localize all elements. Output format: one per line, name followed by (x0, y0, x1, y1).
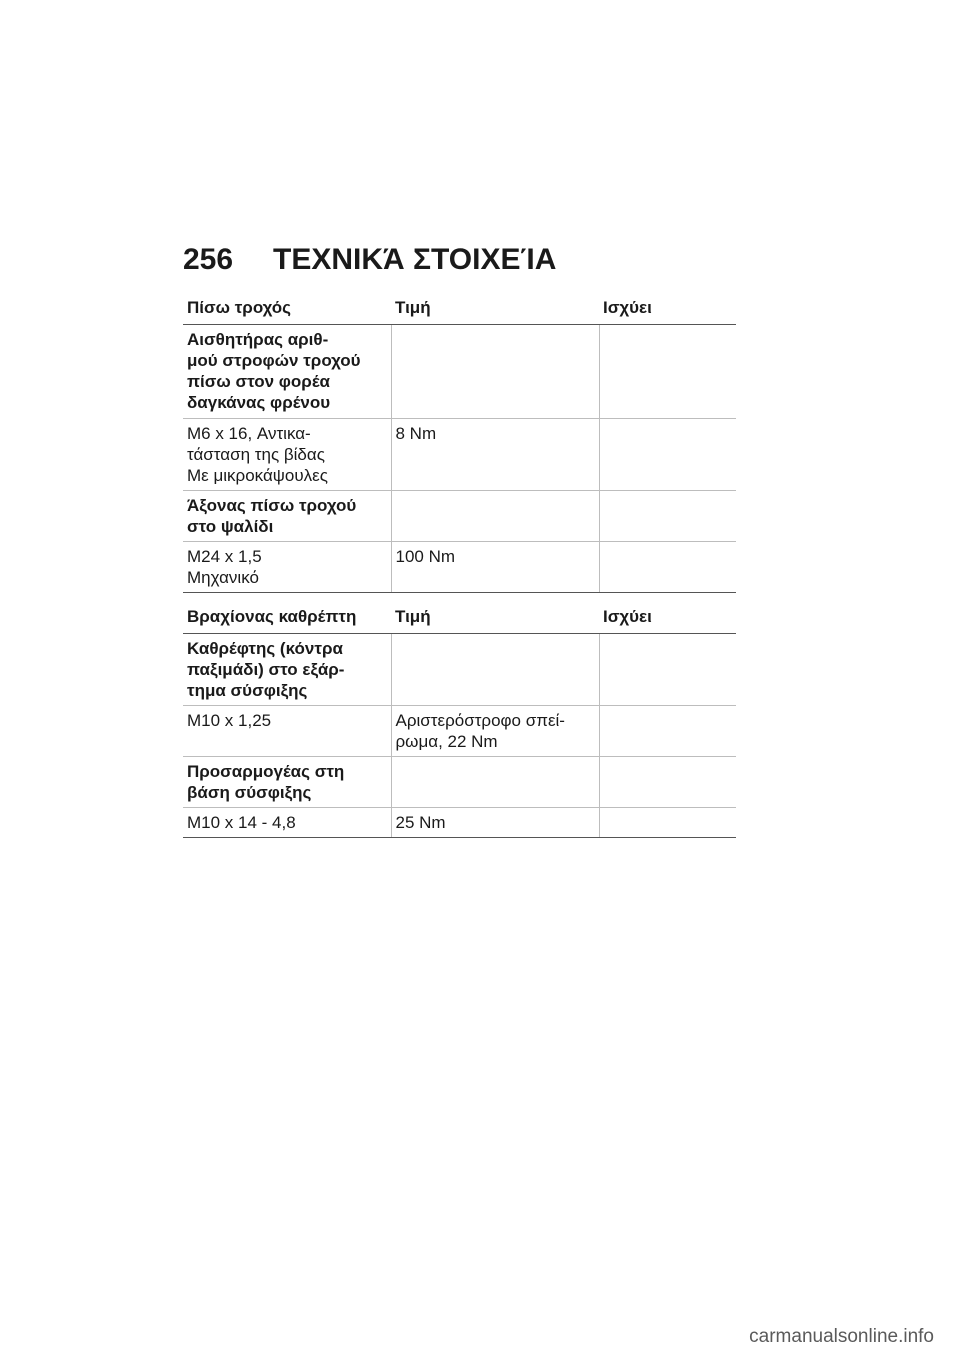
table-cell (599, 542, 736, 593)
table-row (183, 419, 736, 491)
watermark-text: carmanualsonline.info (749, 1326, 934, 1347)
table-cell: M10 x 1,25 (183, 706, 391, 757)
table-row (183, 706, 736, 757)
table-row (183, 325, 736, 419)
table-row (183, 757, 736, 808)
table-cell: 8 Nm (391, 419, 599, 491)
table-row (183, 808, 736, 838)
table-cell: M6 x 16, Αντικα- τάσταση της βίδας Με μικροκάψουλες (183, 419, 391, 491)
page-title: ΤΕΧΝΙΚΆ ΣΤΟΙΧΕΊΑ (273, 243, 557, 276)
table-row (183, 491, 736, 542)
table-cell (599, 706, 736, 757)
table-cell (391, 634, 599, 706)
table-row (183, 634, 736, 706)
table-cell: Αριστερόστροφο σπεί- ρωμα, 22 Nm (391, 706, 599, 757)
table-cell: 25 Nm (391, 808, 599, 838)
table-cell (599, 634, 736, 706)
column-header: Τιμή (391, 599, 599, 634)
table-cell (391, 491, 599, 542)
table-cell (599, 419, 736, 491)
table-cell: Αισθητήρας αριθ- μού στροφών τροχού πίσω στον φορέα δαγκάνας φρένου (183, 325, 391, 419)
column-header: Ισχύει (599, 599, 736, 634)
table-cell (599, 757, 736, 808)
column-header: Ισχύει (599, 290, 736, 325)
table-cell: Προσαρμογέας στη βάση σύσφιξης (183, 757, 391, 808)
table-cell (599, 491, 736, 542)
rear-wheel-table (183, 290, 736, 593)
column-header: Πίσω τροχός (183, 290, 391, 325)
table-cell: M10 x 14 - 4,8 (183, 808, 391, 838)
table-header-row (183, 599, 736, 634)
table-cell: Άξονας πίσω τροχού στο ψαλίδι (183, 491, 391, 542)
table-cell (391, 325, 599, 419)
table-cell (599, 808, 736, 838)
column-header: Τιμή (391, 290, 599, 325)
page-heading (183, 243, 556, 277)
table-cell (599, 325, 736, 419)
table-cell (391, 757, 599, 808)
table-cell: M24 x 1,5 Μηχανικό (183, 542, 391, 593)
column-header: Βραχίονας καθρέπτη (183, 599, 391, 634)
table-cell: Καθρέφτης (κόντρα παξιμάδι) στο εξάρ- τημα σύσφιξης (183, 634, 391, 706)
table-cell: 100 Nm (391, 542, 599, 593)
page-number: 256 (183, 243, 234, 276)
mirror-arm-table (183, 599, 736, 838)
table-header-row (183, 290, 736, 325)
table-row (183, 542, 736, 593)
